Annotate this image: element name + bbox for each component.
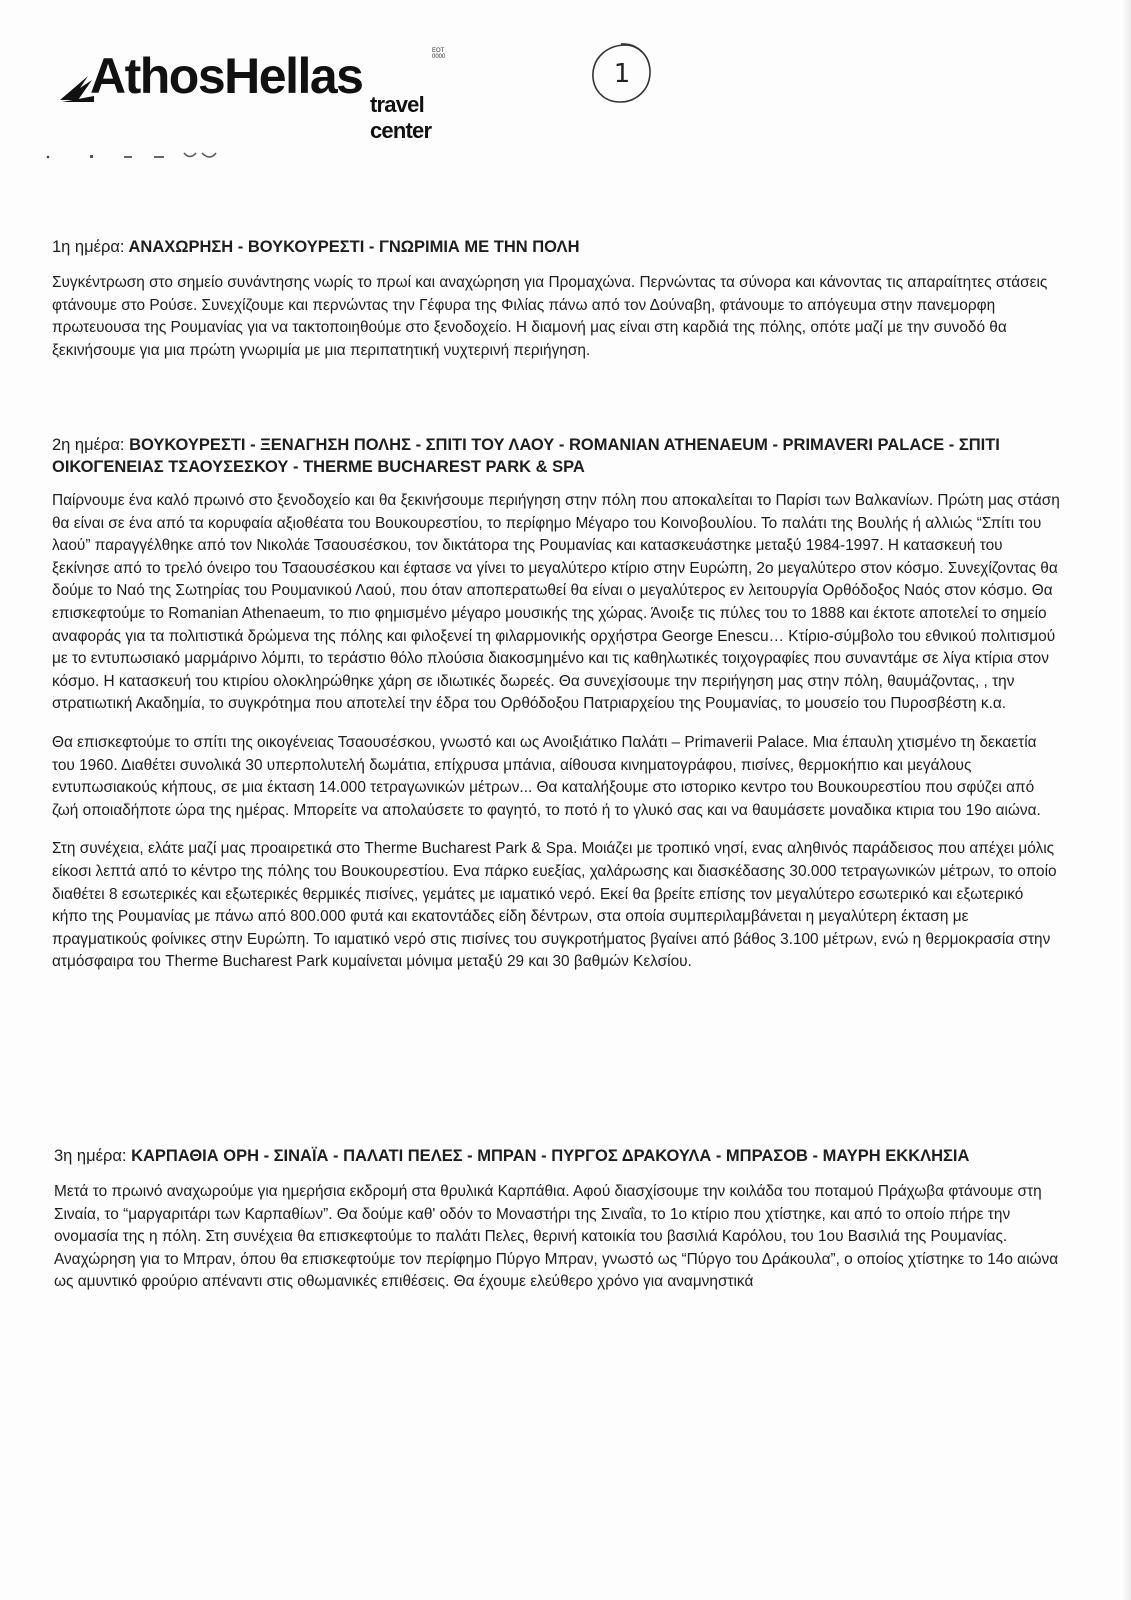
day-2-paragraph: Παίρνουμε ένα καλό πρωινό στο ξενοδοχείο και θα ξεκινήσουμε περιήγηση στην πόλη που αποκαλείται το Παρίσι των Βαλκανίων. Πρώτη μας στάση θα είναι σε ένα από τα κορυφαία αξιοθέατα του Βουκουρεστίου, το περίφημο Μέγαρο του Κοινοβουλίου. Το παλάτι της Βουλής ή αλλιώς “Σπίτι του λαού” παραγγέλθηκε από τον Νικολάε Τσαουσέσκου, τον δικτάτορα της Ρουμανίας και κατασκευάστηκε μεταξύ 1984-1997. Η κατασκευή του ξεκίνησε από το τρελό όνειρο του Τσαουσέσκου και έφτασε να γίνει το μεγαλύτερο κτίριο στην Ευρώπη, 2ο μεγαλύτερο στον κόσμο. Συνεχίζοντας θα δούμε το Ναό της Σωτηρίας του Ρουμανικού Λαού, που όταν αποπερατωθεί θα είναι ο μεγαλύτερος εν λειτουργία Ορθόδοξος Ναός στον κόσμο. Θα επισκεφτούμε το Romanian Athenaeum, το πιο φημισμένο μέγαρο μουσικής της χώρας. Άνοιξε τις πύλες του το 1888 και έκτοτε αποτελεί το σημείο αναφοράς για τα πολιτιστικά δρώμενα της πόλης και φιλοξενεί τη φιλαρμονικής ορχήστρα George Enescu… Κτίριο-σύμβολο του εθνικού πολιτισμού με το εντυπωσιακό μαρμάρινο λόμπι, το τεράστιο θόλο πλούσια διακοσμημένο και τις καθηλωτικές τοιχογραφίες που συναντάμε σε λίγα κτίρια στον κόσμο. Η κατασκευή του κτιρίου ολοκληρώθηκε χάρη σε ιδιωτικές δωρεές. Θα συνεχίσουμε την περιήγηση μας στην πόλη, θαυμάζοντας, , την στρατιωτική Ακαδημία, το συγκρότημα που αποτελεί την έδρα του Ορθόδοξου Πατριαρχείου της Ρουμανίας, το μουσείο του Πυροσβέστη κ.α. <box>52 492 1060 713</box>
day-2-heading <box>52 434 1062 478</box>
day-2-section <box>52 434 1062 974</box>
day-3-section <box>54 1145 1064 1294</box>
logo-name: AthosHellas <box>90 48 363 104</box>
scan-edge-shadow <box>1121 0 1131 1600</box>
handwritten-page-number <box>588 40 654 106</box>
page-number-text: 1 <box>613 59 631 89</box>
day-1-section <box>52 236 1062 362</box>
day-3-title: ΚΑΡΠΑΘΙΑ ΟΡΗ - ΣΙΝΑΪΑ - ΠΑΛΑΤΙ ΠΕΛΕΣ - ΜΠΡΑΝ - ΠΥΡΓΟΣ ΔΡΑΚΟΥΛΑ - ΜΠΡΑΣΟΒ - ΜΑΥΡΗ ΕΚΚΛΗΣΙΑ <box>131 1147 970 1165</box>
company-logo <box>58 40 458 143</box>
day-1-label: 1η ημέρα: <box>52 238 125 256</box>
day-3-paragraph: Μετά το πρωινό αναχωρούμε για ημερήσια εκδρομή στα θρυλικά Καρπάθια. Αφού διασχίσουμε την κοιλάδα του ποταμού Πράχωβα φτάνουμε στη Σιναία, το “μαργαριτάρι των Καρπαθίων”. Θα δούμε καθ' οδόν το Μοναστήρι της Σιναΐα, το 1ο κτίριο που χτίστηκε, και από το οποίο πήρε την ονομασία της η πόλη. Στη συνέχεια θα επισκεφτούμε το παλάτι Πελες, θερινή κατοικία του βασιλιά Καρόλου, του 1ου Βασιλιά της Ρουμανίας. Αναχώρηση για το Μπραν, όπου θα επισκεφτούμε τον περίφημο Πύργο Μπραν, γνωστό ως “Πύργο του Δράκουλα”, ο οποίος χτίστηκε το 14ο αιώνα ως αμυντικό φρούριο απέναντι στις οθωμανικές επιθέσεις. Θα έχουμε ελεύθερο χρόνο για αναμνηστικά <box>54 1183 1059 1291</box>
logo-license-text: ΕΟΤ 0000 <box>432 48 446 60</box>
day-1-heading <box>52 236 1062 258</box>
day-2-label: 2η ημέρα: <box>52 436 125 454</box>
logo-subtitle: travel center <box>370 92 432 143</box>
day-2-paragraph: Θα επισκεφτούμε το σπίτι της οικογένειας Τσαουσέσκου, γνωστό και ως Ανοιξιάτικο Παλάτι – Primaverii Palace. Μια έπαυλη χτισμένο τη δεκαετία του 1960. Διαθέτει συνολικά 30 υπερπολυτελή δωμάτια, επίχρυσα μπάνια, αίθουσα κινηματογράφου, πισίνες, θερμοκήπιο και μεγάλους εντυπωσιακούς κήπους, σε μια έκταση 14.000 τετραγωνικών μέτρων... Θα καταλήξουμε στο ιστορικο κεντρο του Βουκουρεστίου που σφύζει από ζωή οποιαδήποτε ώρα της ημέρας. Μπορείτε να απολαύσετε το φαγητό, το ποτό ή το γλυκό σας και να θαυμάσετε μοναδικα κτιρια του 19ο αιώνα. <box>52 733 1041 819</box>
day-1-paragraph: Συγκέντρωση στο σημείο συνάντησης νωρίς το πρωί και αναχώρηση για Προμαχώνα. Περνώντας τα σύνορα και κάνοντας τις απαραίτητες στάσεις φτάνουμε στο Ρούσε. Συνεχίζουμε και περνώντας την Γέφυρα της Φιλίας πάνω από τον Δούναβη, φτάνουμε το απόγευμα στην πανεμορφη πρωτευουσα της Ρουμανίας για να τακτοποιηθούμε στο ξενοδοχείο. Η διαμονή μας είναι στη καρδιά της πόλης, οπότε μαζί με την συνοδό θα ξεκινήσουμε για μια πρώτη γνωριμία με μια περιπατητική νυχτερινή περιήγηση. <box>52 274 1048 359</box>
day-2-title: ΒΟΥΚΟΥΡΕΣΤΙ - ΞΕΝΑΓΗΣΗ ΠΟΛΗΣ - ΣΠΙΤΙ ΤΟΥ ΛΑΟΥ - ROMANIAN ATHENAEUM - PRIMAVERI PALACE - ΣΠΙΤΙ ΟΙΚΟΓΕΝΕΙΑΣ ΤΣΑΟΥΣΕΣΚΟΥ - THERME BUCHAREST PARK & SPA <box>52 436 1000 476</box>
day-3-heading <box>54 1145 1064 1167</box>
day-2-paragraph: Στη συνέχεια, ελάτε μαζί μας προαιρετικά στο Therme Bucharest Park & Spa. Μοιάζει με τροπικό νησί, ενας αληθινός παράδεισος που απέχει μόλις είκοσι λεπτά από το κέντρο της πόλης του Βουκουρεστίου. Ενα πάρκο ευεξίας, χαλάρωσης και διασκέδασης 30.000 τετραγωνικών μέτρων, το οποίο διαθέτει 8 εσωτερικές και εξωτερικές θερμικές πισίνες, γεμάτες με ιαματικό νερό. Εκεί θα βρείτε επίσης τον μεγαλύτερο εσωτερικό και εξωτερικό κήπο της Ρουμανίας με πάνω από 800.000 φυτά και εκατοντάδες είδη δέντρων, στα οποία συμπεριλαμβάνεται η μεγαλύτερη έκταση με πραγματικούς φοίνικες στην Ευρώπη. Το ιαματικό νερό στις πισίνες του συγκροτήματος βγαίνει από βάθος 3.100 μέτρων, ενώ η θερμοκρασία στην ατμόσφαιρα του Therme Bucharest Park κυμαίνεται μόνιμα μεταξύ 29 και 30 βαθμών Κελσίου. <box>52 840 1057 971</box>
scan-artifact-marks <box>44 148 224 162</box>
day-3-label: 3η ημέρα: <box>54 1147 127 1165</box>
day-1-title: ΑΝΑΧΩΡΗΣΗ - ΒΟΥΚΟΥΡΕΣΤΙ - ΓΝΩΡΙΜΙΑ ΜΕ ΤΗΝ ΠΟΛΗ <box>128 238 580 256</box>
